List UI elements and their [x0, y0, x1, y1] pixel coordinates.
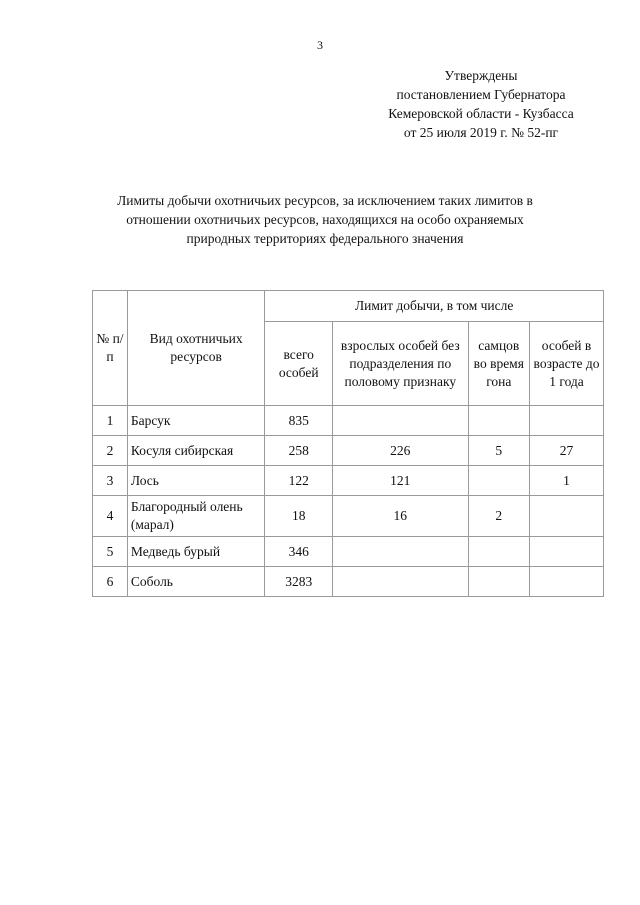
cell-total: 122: [265, 466, 333, 496]
cell-total: 3283: [265, 567, 333, 597]
cell-total: 835: [265, 406, 333, 436]
cell-young: [530, 567, 604, 597]
cell-young: 1: [530, 466, 604, 496]
cell-males: 2: [468, 496, 530, 537]
cell-number: 3: [93, 466, 128, 496]
header-young: особей в возрасте до 1 года: [530, 322, 604, 406]
cell-adults: [333, 406, 468, 436]
cell-number: 5: [93, 537, 128, 567]
title-line: Лимиты добычи охотничьих ресурсов, за исключением таких лимитов в: [117, 193, 533, 208]
cell-number: 1: [93, 406, 128, 436]
limits-table: [92, 290, 604, 597]
header-limit-group: Лимит добычи, в том числе: [265, 291, 604, 322]
cell-adults: 226: [333, 436, 468, 466]
approval-line: постановлением Губернатора: [396, 87, 566, 102]
cell-adults: 16: [333, 496, 468, 537]
header-species: Вид охотничьих ресурсов: [127, 291, 264, 406]
cell-total: 18: [265, 496, 333, 537]
cell-males: [468, 567, 530, 597]
table-row: [93, 466, 604, 496]
title-line: отношении охотничьих ресурсов, находящихся на особо охраняемых: [126, 212, 524, 227]
approval-line: Утверждены: [444, 68, 518, 83]
cell-species: Барсук: [127, 406, 264, 436]
approval-block: [370, 66, 592, 142]
table-row: [93, 567, 604, 597]
header-adults: взрослых особей без подразделения по половому признаку: [333, 322, 468, 406]
cell-number: 6: [93, 567, 128, 597]
cell-adults: [333, 537, 468, 567]
approval-line: Кемеровской области - Кузбасса: [388, 106, 574, 121]
cell-species: Лось: [127, 466, 264, 496]
table-row: [93, 496, 604, 537]
approval-line: от 25 июля 2019 г. № 52-пг: [403, 125, 559, 140]
cell-males: 5: [468, 436, 530, 466]
header-total: всего особей: [265, 322, 333, 406]
cell-total: 346: [265, 537, 333, 567]
title-line: природных территориях федерального значения: [186, 231, 464, 246]
header-number: № п/п: [93, 291, 128, 406]
cell-species: Медведь бурый: [127, 537, 264, 567]
cell-total: 258: [265, 436, 333, 466]
document-title: [85, 191, 565, 248]
cell-adults: [333, 567, 468, 597]
table-row: [93, 537, 604, 567]
cell-species: Соболь: [127, 567, 264, 597]
cell-young: [530, 537, 604, 567]
cell-number: 4: [93, 496, 128, 537]
cell-species: Косуля сибирская: [127, 436, 264, 466]
cell-young: [530, 406, 604, 436]
cell-males: [468, 406, 530, 436]
header-males: самцов во время гона: [468, 322, 530, 406]
cell-adults: 121: [333, 466, 468, 496]
cell-number: 2: [93, 436, 128, 466]
table-row: [93, 406, 604, 436]
table-row: [93, 436, 604, 466]
cell-males: [468, 537, 530, 567]
cell-species: Благородный олень (марал): [127, 496, 264, 537]
cell-young: [530, 496, 604, 537]
cell-young: 27: [530, 436, 604, 466]
page-number: 3: [317, 38, 323, 52]
cell-males: [468, 466, 530, 496]
